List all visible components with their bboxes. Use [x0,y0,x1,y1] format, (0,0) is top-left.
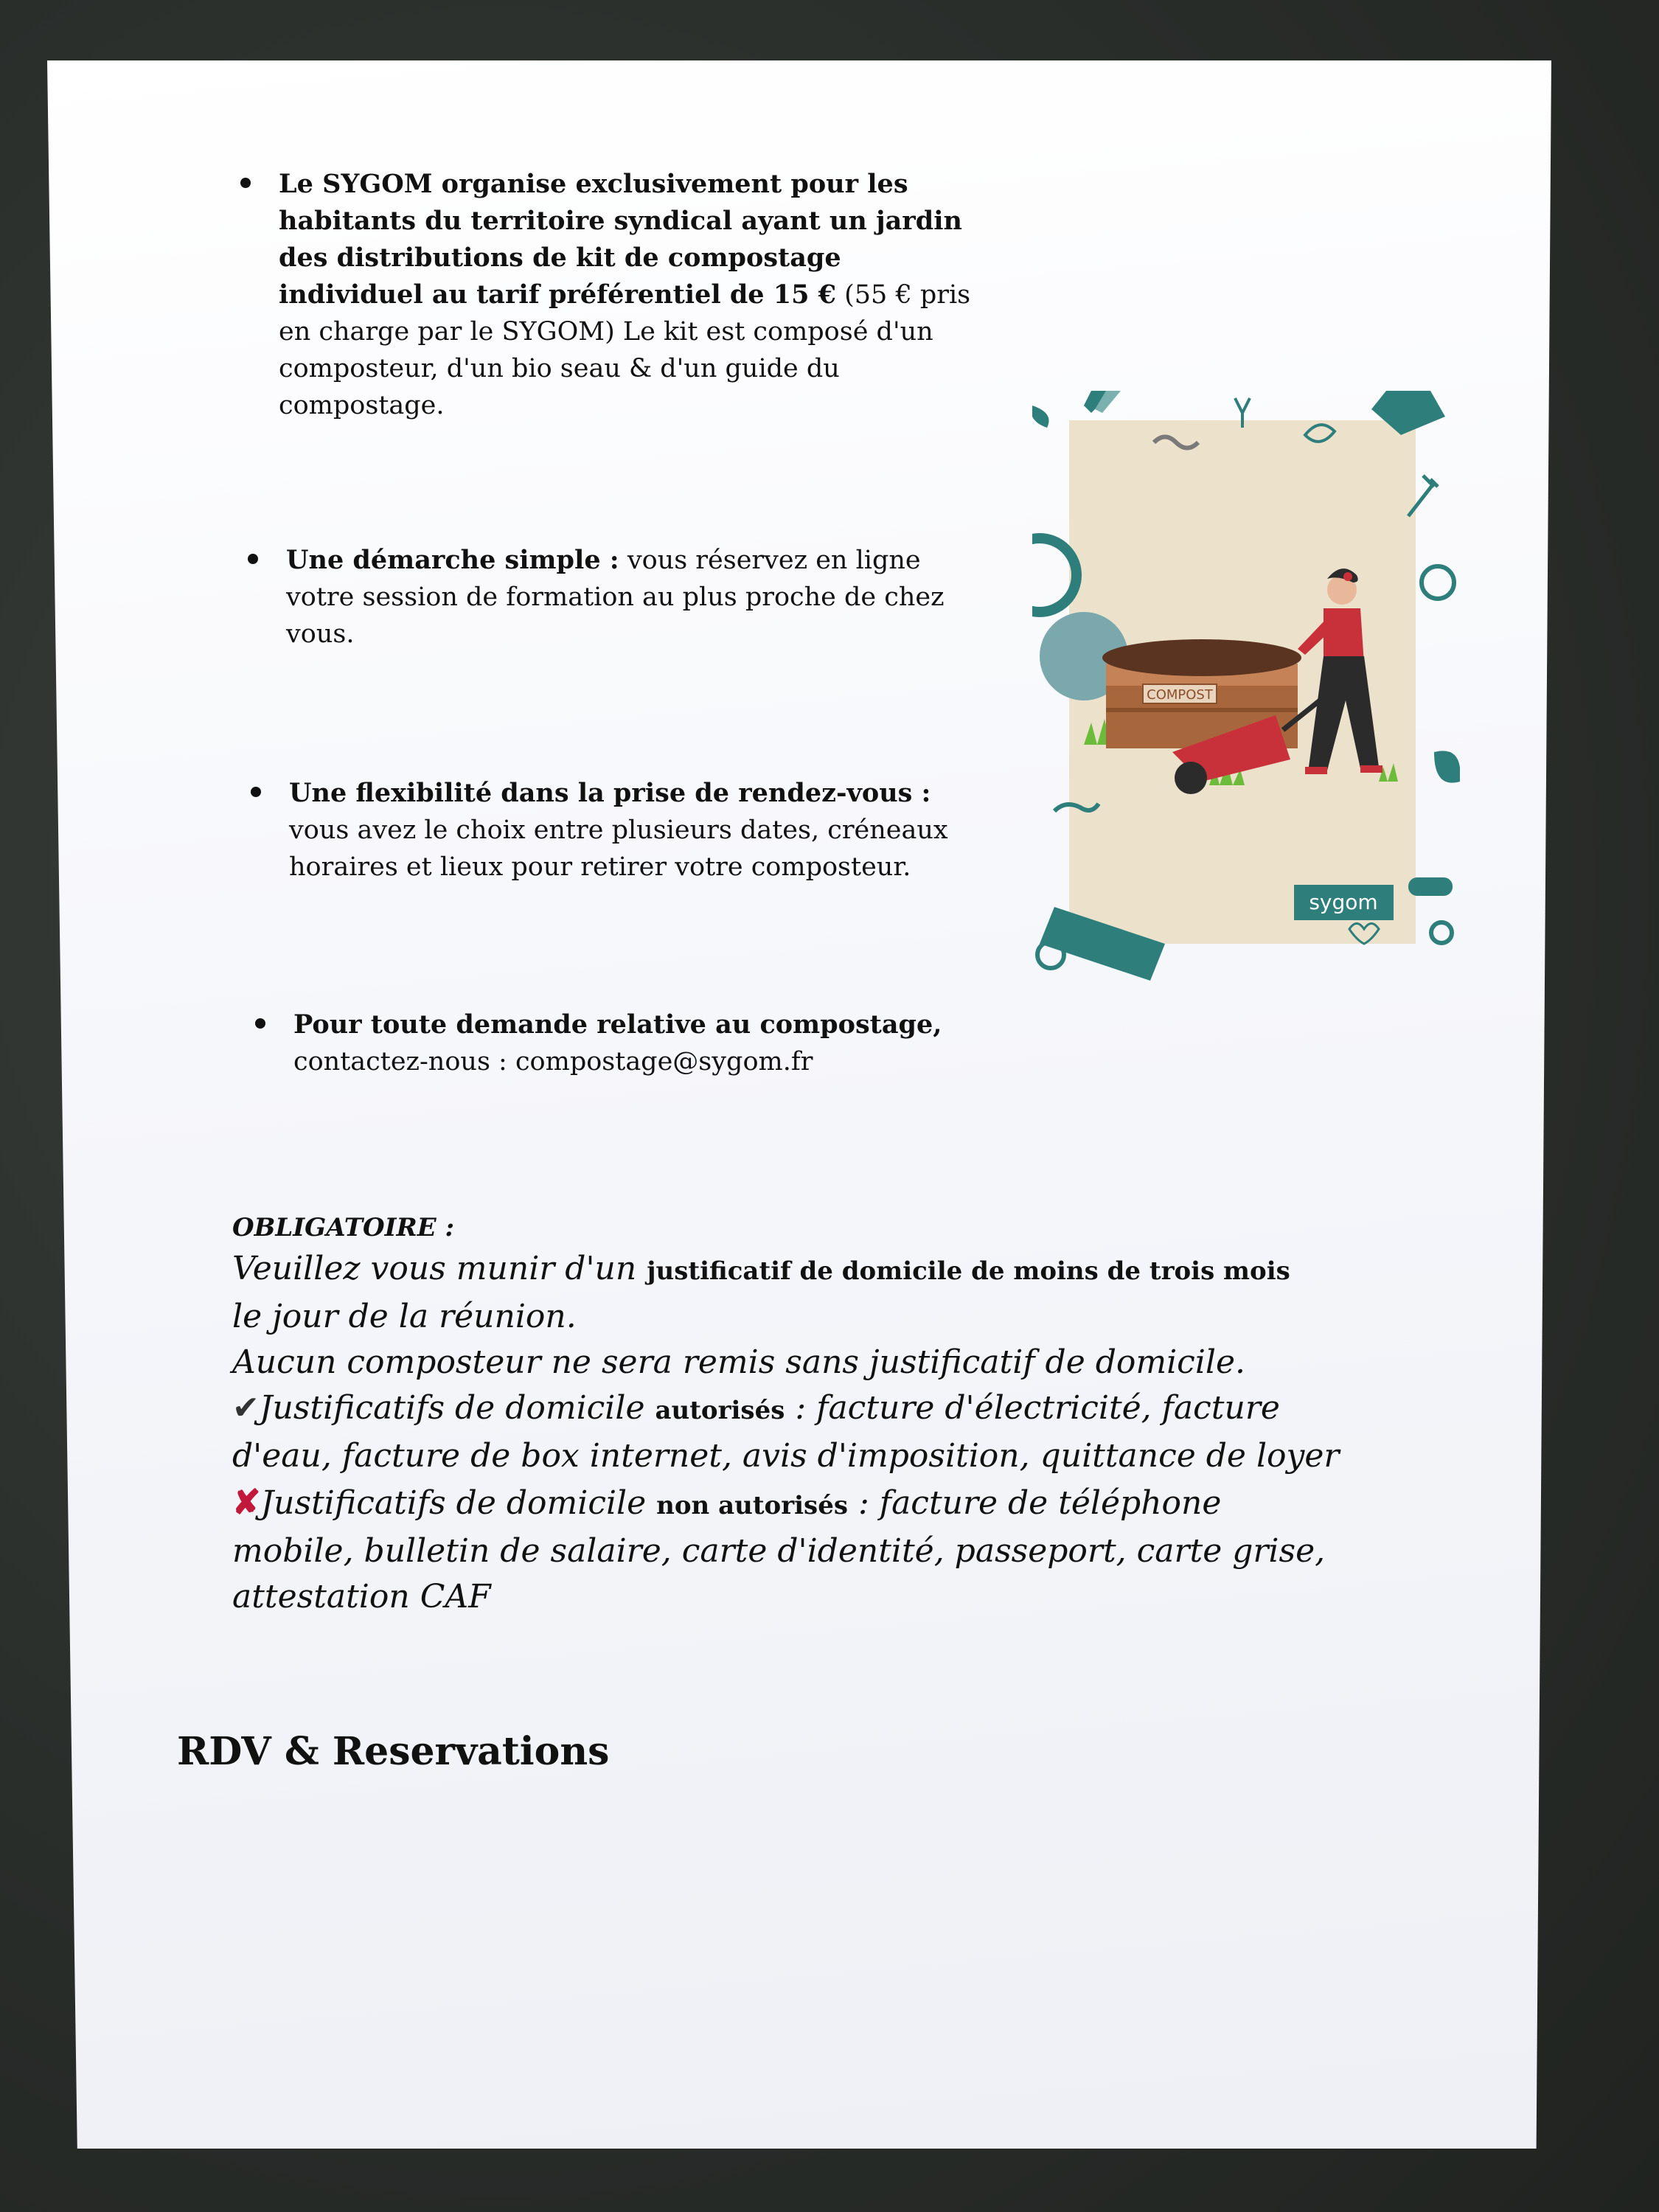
non-prefix: Justificatifs de domicile [260,1484,657,1522]
auth-label: autorisés [655,1396,785,1425]
authorized-line-2: d'eau, facture de box internet, avis d'imposition, quittance de loyer [232,1437,1340,1475]
auth-prefix: Justificatifs de domicile [259,1389,655,1427]
bullet-dot [248,554,258,564]
cross-icon: ✘ [232,1482,261,1522]
bullet-text: (55 € pris en charge par le SYGOM) Le kit est composé d'un composteur, d'un bio seau & d'un guide du compostage. [279,280,971,420]
bullet-text: vous réservez en ligne votre session de formation au plus proche de chez vous. [286,546,945,649]
not-authorized-line-2: mobile, bulletin de salaire, carte d'identité, passeport, carte grise, [232,1532,1326,1570]
non-label: non autorisés [656,1491,848,1520]
obligatoire-line-3: Aucun composteur ne sera remis sans justificatif de domicile. [232,1343,1245,1381]
check-icon: ✔ [232,1389,260,1427]
bullet-text: vous avez le choix entre plusieurs dates, créneaux horaires et lieux pour retirer votre composteur. [289,815,948,882]
authorized-line-1 [232,1385,1412,1433]
leaf-shape-icon [1434,751,1460,782]
bullet-dot [255,1018,265,1029]
obligatoire-section [232,1209,1412,1620]
crate-label: COMPOST [1147,687,1213,703]
woman-shoe [1305,767,1327,774]
bullet-dot [251,787,261,797]
bullet-flexibility [289,775,953,886]
crate-plank-gap [1106,708,1298,712]
not-authorized-line-1 [232,1479,1412,1528]
bullet-kit-offer [279,166,987,424]
bullet-text: contactez-nous : compostage@sygom.fr [293,1047,813,1077]
bullet-bold-text: Une démarche simple : [286,545,619,575]
bullet-dot [240,178,251,188]
non-text: : facture de téléphone [847,1484,1222,1522]
bullet-bold-text: Le SYGOM organise exclusivement pour les habitants du territoire syndical ayant un jardin des distributions de kit de compostage individuel au tarif préférentiel de 15 € [279,169,962,310]
obligatoire-line-1 [232,1246,1412,1294]
line1-text: Veuillez vous munir d'un [232,1250,647,1287]
ring-shape-icon [1422,566,1454,599]
ring-shape-icon [1431,922,1452,943]
bullet-simple-process [286,542,950,653]
obligatoire-line-2: le jour de la réunion. [232,1298,577,1335]
compost-pile [1102,639,1301,676]
not-authorized-line-3: attestation CAF [232,1578,491,1615]
bullet-bold-text: Une flexibilité dans la prise de rendez-vous : [289,778,931,808]
woman-bow [1343,572,1352,581]
compost-illustration-svg [1032,383,1460,988]
justificatif-emphasis: justificatif de domicile de moins de trois mois [647,1256,1290,1286]
woman-shoe [1360,765,1382,773]
bullet-contact [293,1006,1001,1080]
pill-shape-icon [1408,877,1453,896]
wheelbarrow-wheel [1175,762,1207,794]
leaf-shape-icon [1032,406,1049,428]
compost-illustration [1032,383,1460,988]
auth-text: : facture d'électricité, facture [785,1389,1280,1427]
bullet-bold-text: Pour toute demande relative au compostage, [293,1009,942,1040]
obligatoire-heading: OBLIGATOIRE : [232,1213,455,1242]
section-title-rdv: RDV & Reservations [177,1729,610,1774]
woman-shirt [1324,608,1364,664]
sygom-logo-text: sygom [1309,890,1378,914]
